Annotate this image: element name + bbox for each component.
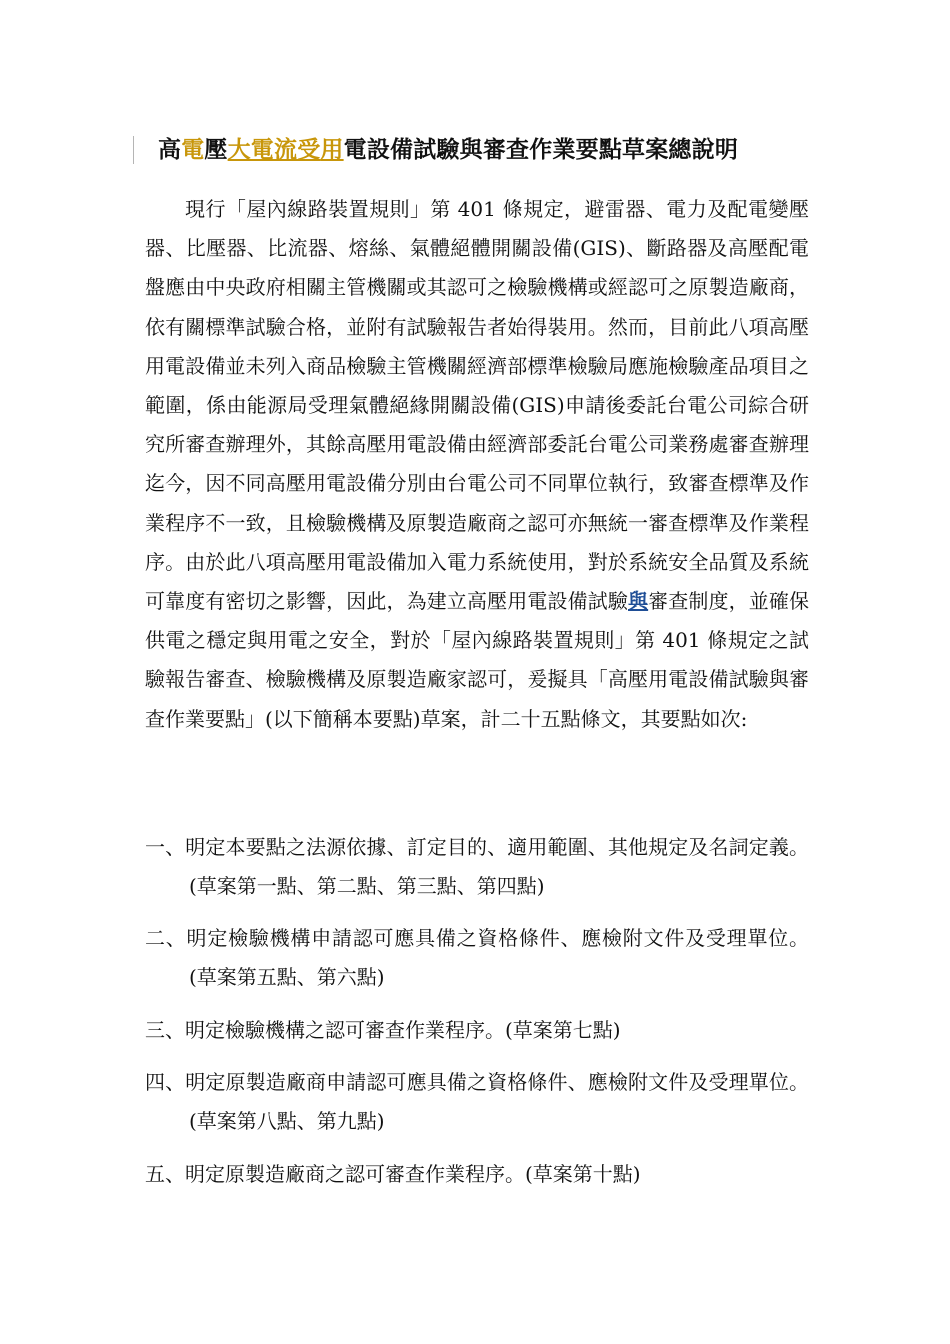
title-text-1: 高 (158, 136, 182, 163)
title-revision-2: 大電流受 (227, 136, 321, 163)
title-text-3: 電設備試驗與審查作業要點草案總說明 (343, 136, 739, 163)
document-title (158, 132, 838, 168)
list-item-3: 三、明定檢驗機構之認可審查作業程序。(草案第七點) (145, 1018, 621, 1042)
intro-text-before: 現行「屋內線路裝置規則」第 401 條規定，避雷器、電力及配電變壓器、比壓器、比流器、熔絲、氣體絕體開關設備(GIS)、斷路器及高壓配電盤應由中央政府相關主管機關或其認可之檢驗機構或經認可之原製造廠商，依有關標準試驗合格，並附有試驗報告者始得裝用。然而，目前此八項高壓用電設備並未列入商品檢驗主管機關經濟部標準檢驗局應施檢驗產品項目之範圍，係由能源局受理氣體絕緣開關設備(GIS)申請後委託台電公司綜合研究所審查辦理外，其餘高壓用電設備由經濟部委託台電公司業務處審查辦理迄今，因不同高壓用電設備分別由台電公司不同單位執行，致審查標準及作業程序不一致，且檢驗機構及原製造廠商之認可亦無統一審查標準及作業程序。由於此八項高壓用電設備加入電力系統使用，對於系統安全品質及系統可靠度有密切之影響，因此，為建立高壓用電設備試驗 (145, 197, 809, 614)
list-item-2: 二、明定檢驗機構申請認可應具備之資格條件、應檢附文件及受理單位。(草案第五點、第六點) (145, 926, 809, 990)
intro-paragraph (145, 190, 809, 739)
title-revision-3: 用 (320, 136, 344, 163)
title-revision-1: 電 (181, 136, 205, 163)
title-text-2: 壓 (204, 136, 228, 163)
intro-text-after: 審查制度，並確保供電之穩定與用電之安全，對於「屋內線路裝置規則」第 401 條規定之試驗報告審查、檢驗機構及原製造廠家認可，爰擬具「高壓用電設備試驗與審查作業要點」(以下簡稱本要點)草案，計二十五點條文，其要點如次: (145, 589, 809, 731)
intro-highlight: 與 (628, 589, 649, 614)
revision-margin-mark (133, 136, 134, 164)
list-item-5: 五、明定原製造廠商之認可審查作業程序。(草案第十點) (145, 1162, 641, 1186)
list-item-1: 一、明定本要點之法源依據、訂定目的、適用範圍、其他規定及名詞定義。(草案第一點、第二點、第三點、第四點) (145, 835, 809, 899)
list-item-4: 四、明定原製造廠商申請認可應具備之資格條件、應檢附文件及受理單位。(草案第八點、第九點) (145, 1070, 809, 1134)
